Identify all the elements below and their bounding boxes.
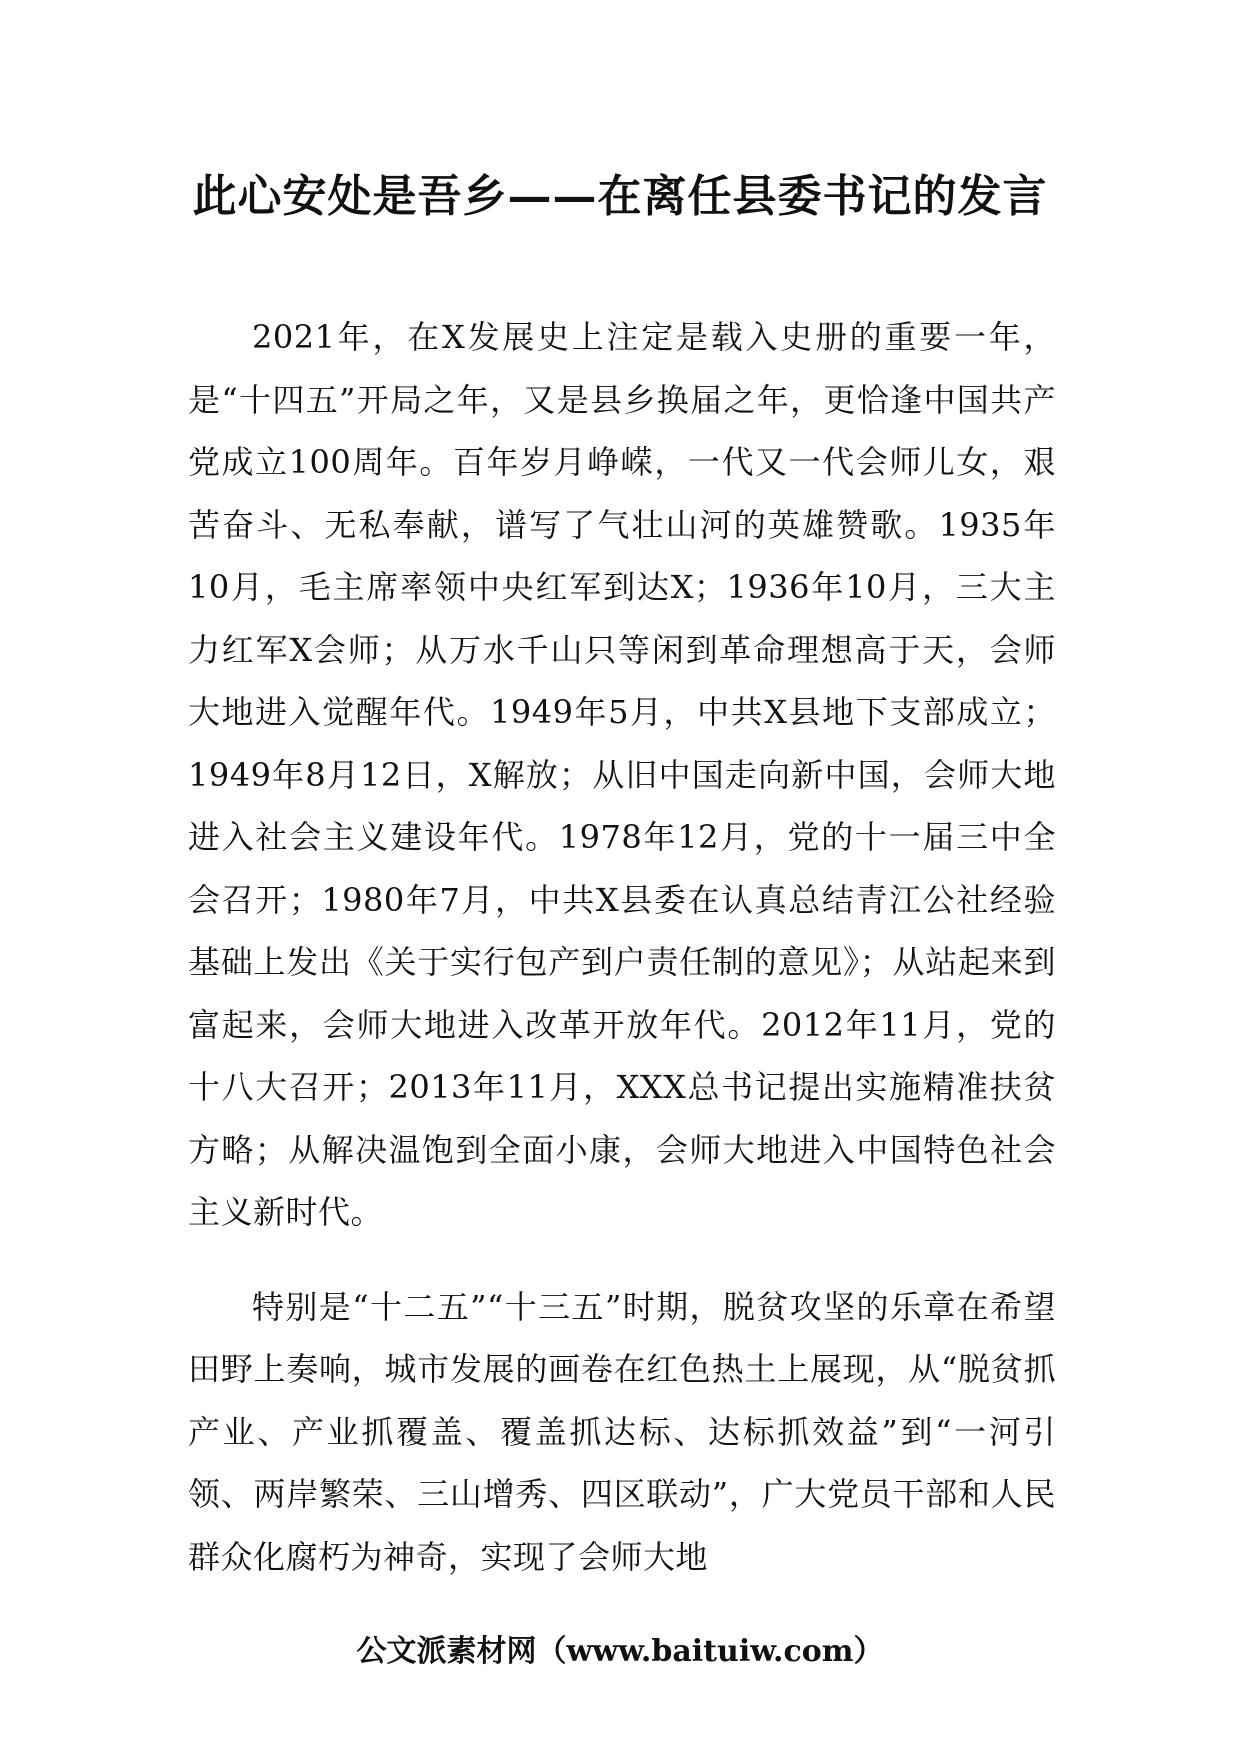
footer-watermark: 公文派素材网（www.baituiw.com）	[356, 1634, 884, 1669]
document-title: 此心安处是吾乡——在离任县委书记的发言	[192, 171, 1048, 222]
paragraph-2: 特别是“十二五”“十三五”时期，脱贫攻坚的乐章在希望田野上奏响，城市发展的画卷在红色热土上展现，从“脱贫抓产业、产业抓覆盖、覆盖抓达标、达标抓效益”到“一河引领、两岸繁荣、三山增秀、四区联动”，广大党员干部和人民群众化腐朽为神奇，实现了会师大地	[188, 1287, 1056, 1576]
document-body	[188, 306, 1056, 1588]
paragraph-1: 2021年，在X发展史上注定是载入史册的重要一年，是“十四五”开局之年，又是县乡换届之年，更恰逢中国共产党成立100周年。百年岁月峥嵘，一代又一代会师儿女，艰苦奋斗、无私奉献，谱写了气壮山河的英雄赞歌。1935年10月，毛主席率领中央红军到达X；1936年10月，三大主力红军X会师；从万水千山只等闲到革命理想高于天，会师大地进入觉醒年代。1949年5月，中共X县地下支部成立；1949年8月12日，X解放；从旧中国走向新中国，会师大地进入社会主义建设年代。1978年12月，党的十一届三中全会召开；1980年7月，中共X县委在认真总结青江公社经验基础上发出《关于实行包产到户责任制的意见》；从站起来到富起来，会师大地进入改革开放年代。2012年11月，党的十八大召开；2013年11月，XXX总书记提出实施精准扶贫方略；从解决温饱到全面小康，会师大地进入中国特色社会主义新时代。	[188, 318, 1056, 1231]
